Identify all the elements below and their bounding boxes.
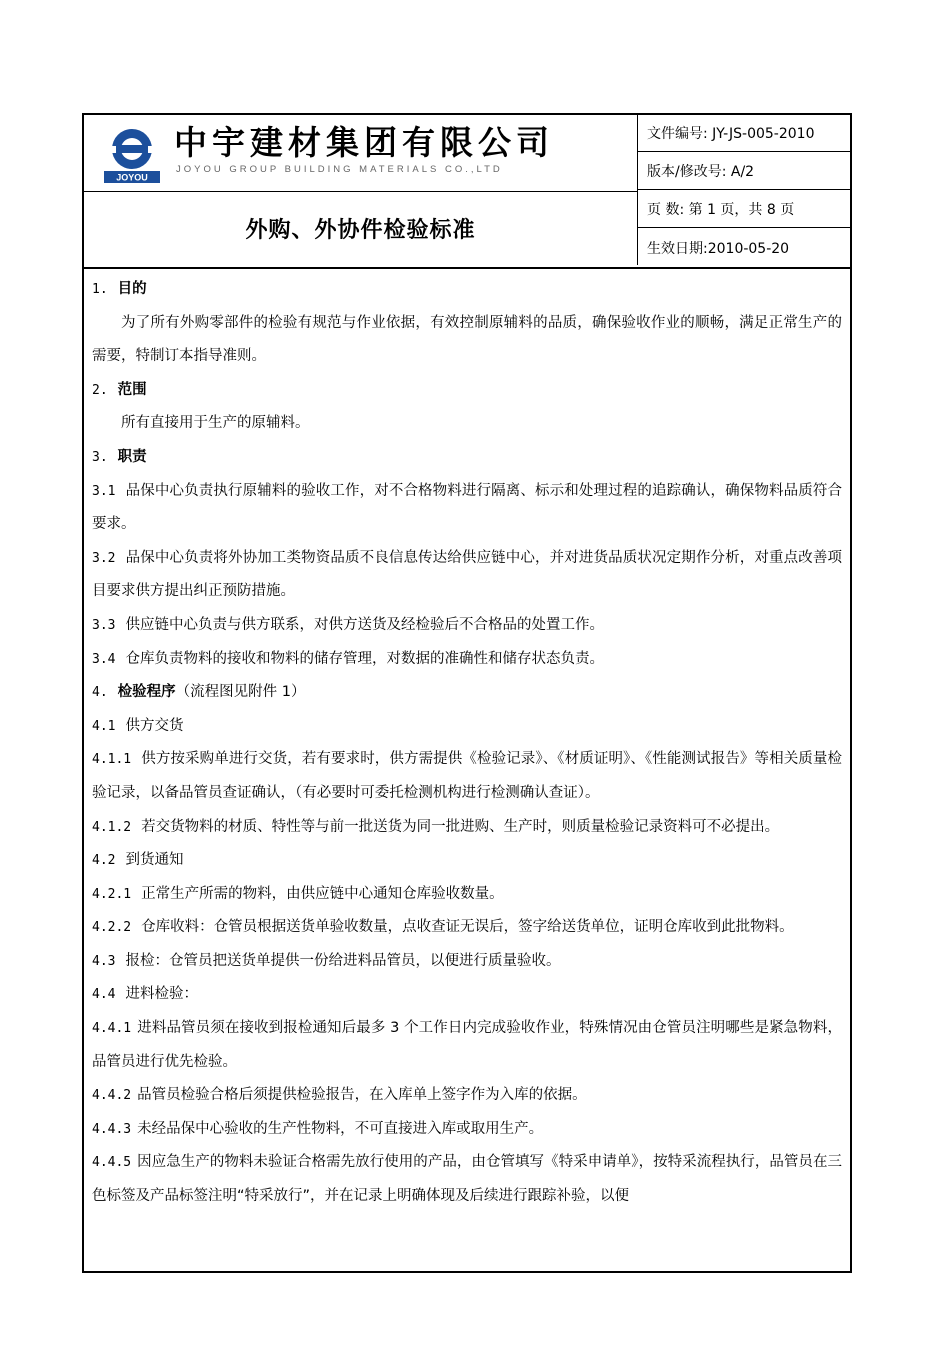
- paragraph: [92, 978, 842, 1012]
- clause-text: 仓库收料：仓管员根据送货单验收数量，点收查证无误后，签字给送货单位，证明仓库收到此批物料。: [141, 919, 794, 936]
- clause-text: 供应链中心负责与供方联系，对供方送货及经检验后不合格品的处置工作。: [125, 616, 604, 633]
- paragraph: [92, 811, 842, 845]
- clause-number: 4.: [92, 685, 108, 701]
- company-name-cn: 中宇建材集团有限公司: [174, 123, 554, 162]
- clause-text: 品保中心负责执行原辅料的验收工作，对不合格物料进行隔离、标示和处理过程的追踪确认，确保物料品质符合要求。: [92, 482, 842, 533]
- paragraph: [92, 945, 842, 979]
- paragraph: [92, 1079, 842, 1113]
- paragraph: [92, 710, 842, 744]
- paragraph: [92, 609, 842, 643]
- document-title: 外购、外协件检验标准: [245, 218, 476, 243]
- clause-text: 若交货物料的材质、特性等与前一批送货为同一批进购、生产时，则质量检验记录资料可不必提出。: [141, 818, 780, 835]
- clause-text: 进料检验：: [125, 986, 198, 1003]
- clause-number: 4.3: [92, 953, 116, 969]
- clause-text: 未经品保中心验收的生产性物料，不可直接进入库或取用生产。: [137, 1120, 544, 1137]
- paragraph: [92, 1113, 842, 1147]
- document-frame: [82, 113, 852, 1273]
- clause-number: 4.4.3: [92, 1121, 132, 1137]
- clause-number: 1.: [92, 282, 108, 297]
- clause-number: 3.4: [92, 651, 116, 667]
- clause-number: 4.4.5: [92, 1155, 132, 1171]
- clause-number: 2.: [92, 382, 108, 398]
- clause-text: 正常生产所需的物料，由供应链中心通知仓库验收数量。: [141, 885, 504, 902]
- clause-text: 供方按采购单进行交货，若有要求时，供方需提供《检验记录》、《材质证明》、《性能测试报告》等相关质量检验记录，以备品管员查证确认，（有必要时可委托检测机构进行检测确认查证）。: [92, 751, 842, 801]
- section-heading: [92, 676, 842, 710]
- clause-number: 3.: [92, 449, 108, 465]
- clause-text: 进料品管员须在接收到报检通知后最多 3 个工作日内完成验收作业，特殊情况由仓管员注明哪些是紧急物料，品管员进行优先检验。: [92, 1020, 842, 1070]
- paragraph: [92, 475, 842, 542]
- clause-text: 职责: [117, 448, 147, 465]
- clause-number: 3.1: [92, 483, 116, 499]
- effective-date-text: 生效日期:2010-05-20: [647, 240, 790, 257]
- header-left: [84, 115, 638, 265]
- clause-text: 范围: [117, 381, 147, 398]
- clause-number: 3.2: [92, 550, 116, 566]
- company-name-en: JOYOU GROUP BUILDING MATERIALS CO.,LTD: [176, 164, 503, 175]
- paragraph: [92, 542, 842, 609]
- clause-number: 4.2.1: [92, 886, 132, 902]
- clause-text: 目的: [117, 281, 147, 297]
- header-meta: [638, 115, 852, 265]
- clause-text: 品保中心负责将外协加工类物资品质不良信息传达给供应链中心，并对进货品质状况定期作分析，对重点改善项目要求供方提出纠正预防措施。: [92, 549, 842, 600]
- clause-text: 供方交货: [125, 717, 184, 734]
- file-number: [638, 115, 852, 152]
- file-number-text: 文件编号: JY-JS-005-2010: [647, 126, 815, 142]
- document-header: [84, 115, 850, 269]
- paragraph: [92, 643, 842, 677]
- document-body: [84, 269, 850, 1214]
- paragraph: [92, 844, 842, 878]
- clause-text: 到货通知: [125, 852, 184, 869]
- clause-number: 4.2.2: [92, 920, 132, 936]
- clause-text: 检验程序: [117, 684, 176, 701]
- paragraph: [92, 407, 842, 441]
- clause-text: 因应急生产的物料未验证合格需先放行使用的产品，由仓管填写《特采申请单》，按特采流程执行，品管员在三色标签及产品标签注明“特采放行”，并在记录上明确体现及后续进行跟踪补验，以便: [92, 1154, 842, 1205]
- section-heading: [92, 273, 842, 307]
- paragraph: [92, 1012, 842, 1079]
- section-heading: [92, 374, 842, 408]
- company-logo-icon: [102, 127, 162, 185]
- page-count: [638, 191, 852, 228]
- clause-text: 为了所有外购零部件的检验有规范与作业依据，有效控制原辅料的品质，确保验收作业的顺畅，满足正常生产的需要，特制订本指导准则。: [92, 314, 842, 365]
- clause-number: 4.2: [92, 853, 116, 869]
- paragraph: [92, 307, 842, 374]
- logo-row: [84, 115, 637, 192]
- clause-number: 4.4: [92, 987, 116, 1003]
- page-count-text: 页 数: 第 1 页，共 8 页: [647, 202, 795, 218]
- clause-text: 所有直接用于生产的原辅料。: [121, 415, 310, 432]
- clause-number: 4.4.2: [92, 1088, 132, 1104]
- clause-number: 3.3: [92, 617, 116, 633]
- paragraph: [92, 911, 842, 945]
- section-heading: [92, 441, 842, 475]
- paragraph: [92, 743, 842, 810]
- effective-date: [638, 229, 852, 266]
- version-number: [638, 153, 852, 190]
- version-text: 版本/修改号: A/2: [647, 164, 755, 180]
- logo-text: JOYOU: [116, 172, 148, 183]
- clause-suffix: （流程图见附件 1）: [175, 684, 306, 701]
- clause-number: 4.1.2: [92, 819, 132, 835]
- clause-number: 4.1: [92, 718, 116, 734]
- paragraph: [92, 1146, 842, 1213]
- paragraph: [92, 878, 842, 912]
- clause-text: 品管员检验合格后须提供检验报告，在入库单上签字作为入库的依据。: [137, 1087, 587, 1104]
- clause-text: 报检：仓管员把送货单提供一份给进料品管员，以便进行质量验收。: [125, 952, 561, 969]
- clause-number: 4.1.1: [92, 752, 132, 768]
- clause-number: 4.4.1: [92, 1021, 132, 1037]
- clause-text: 仓库负责物料的接收和物料的储存管理，对数据的准确性和储存状态负责。: [125, 650, 604, 667]
